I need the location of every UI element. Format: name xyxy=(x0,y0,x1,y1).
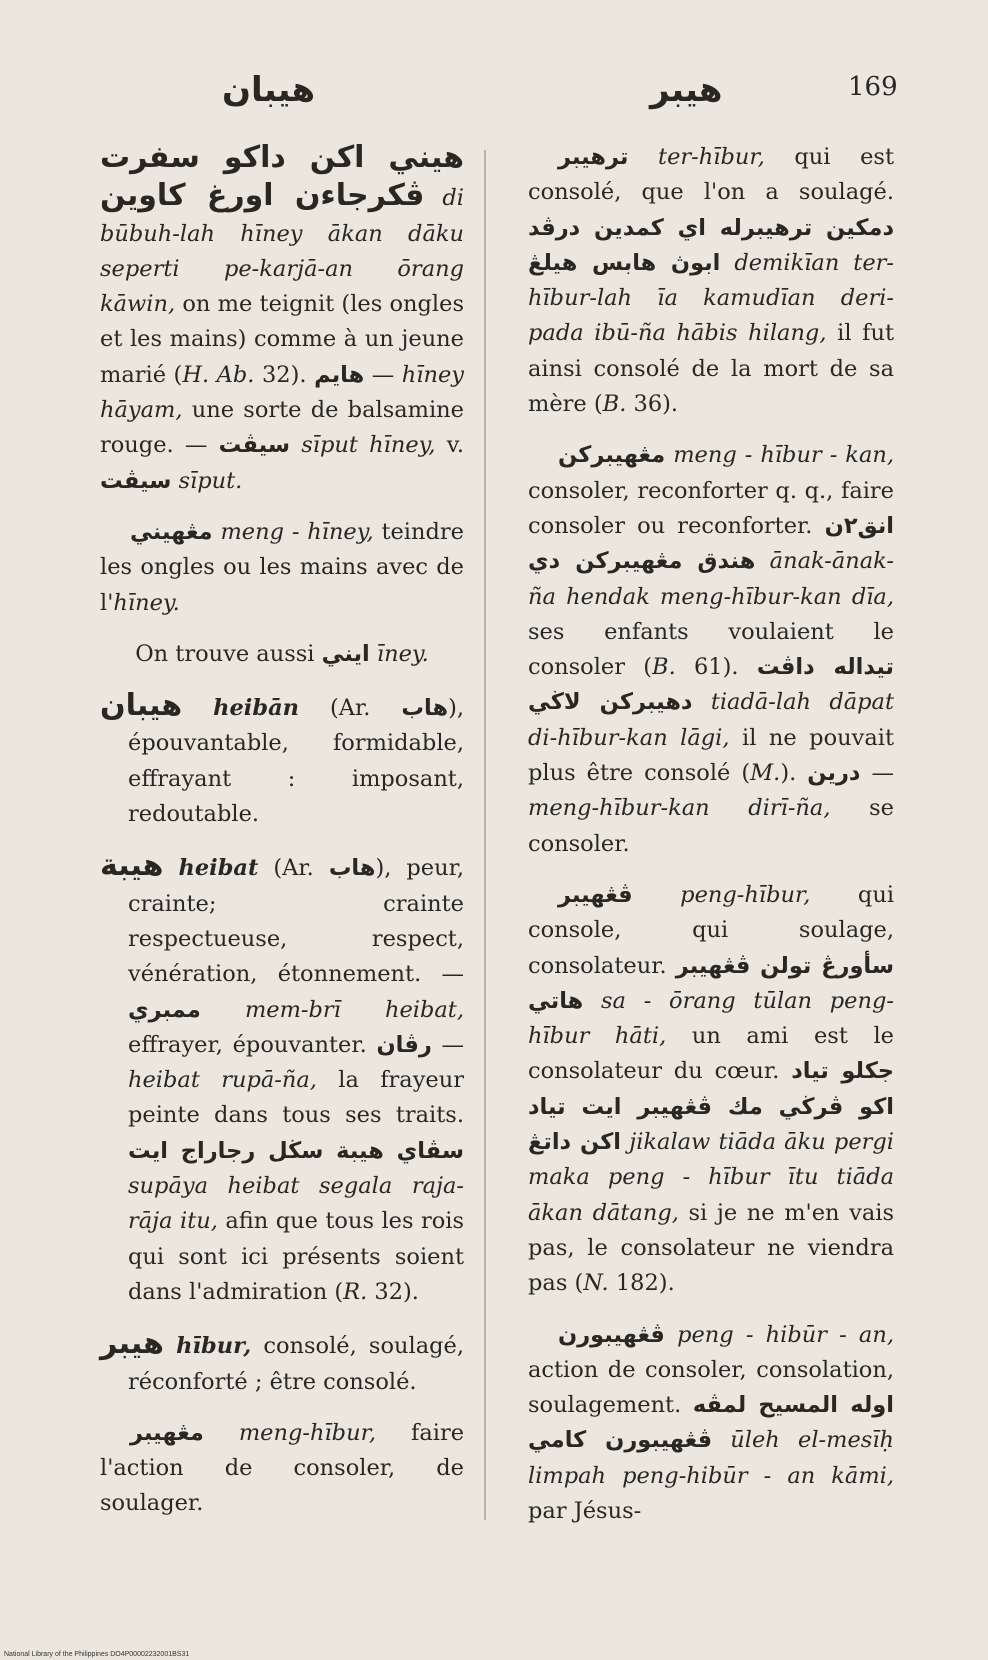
transliteration: sīput. xyxy=(178,467,243,494)
scan-footer: National Library of the Philippines DO4P00002232001BS31 xyxy=(4,1651,190,1658)
transliteration: tiadā-lah dāpat di-hībur-kan lāgi, xyxy=(528,689,894,751)
headword: heibān xyxy=(213,695,300,722)
transliteration: demikīan ter-hībur-lah īa kamudīan deri-pada ibū-ña hābis hilang, xyxy=(528,249,894,347)
column-divider xyxy=(484,150,486,1520)
arabic-text: مڠهيبر xyxy=(130,1419,204,1446)
definition-text: consolé, soulagé, réconforté ; être consolé. xyxy=(128,1333,464,1395)
transliteration: ānak-ānak-ña hendak meng-hībur-kan dīa, xyxy=(528,548,894,610)
arabic-text: سڤاي هيبة سڬل رجاراج ايت xyxy=(128,1137,464,1164)
headword-arabic: هيبان xyxy=(100,688,183,724)
arabic-text: مڠهيني xyxy=(130,518,213,545)
transliteration: ter-hībur, xyxy=(658,144,765,170)
definition-text: il ne pouvait plus être consolé ( xyxy=(528,724,894,787)
transliteration: mem-brī heibat, xyxy=(244,996,464,1023)
arabic-text: اوله المسيح لمڤه ڤڠهيبورن كامي xyxy=(528,1392,894,1454)
definition-text: qui console, qui soulage, consolateur. xyxy=(528,881,895,979)
definition-text: — xyxy=(871,760,894,787)
arabic-text: هاب xyxy=(328,855,376,882)
definition-text: qui est consolé, que l'on a soulagé. xyxy=(528,144,895,206)
entry-penghiburan xyxy=(528,1318,894,1530)
definition-text: ses enfants voulaient le consoler ( xyxy=(528,618,894,681)
arabic-text: ايني xyxy=(321,640,370,667)
transliteration: di būbuh-lah hīney ākan dāku seperti pe-karjā-an ōrang kāwin, xyxy=(100,185,464,318)
entry-iney-note xyxy=(100,637,464,672)
definition-text: par Jésus- xyxy=(528,1497,642,1524)
transliteration: meng - hībur - kan, xyxy=(673,442,895,469)
arabic-text: سأورڠ تولن ڤڠهيبر هاتي xyxy=(528,952,895,1014)
right-running-head: هيبر xyxy=(650,70,723,110)
right-column xyxy=(528,140,894,1545)
transliteration: jikalaw tiāda āku pergi maka peng - hībur ītu tiāda ākan dātang, xyxy=(528,1129,894,1226)
arabic-text: ڤڠهيبورن xyxy=(558,1321,665,1348)
entry-penghibur xyxy=(528,878,894,1302)
transliteration: peng - hibūr - an, xyxy=(677,1321,894,1348)
definition-text: 32). xyxy=(374,1278,419,1305)
definition-text: se consoler. xyxy=(528,795,894,857)
arabic-text: سيڤت xyxy=(100,467,172,494)
page-number: 169 xyxy=(848,72,898,102)
entry-heibat xyxy=(100,848,464,1310)
definition-text: on me teignit (les ongles et les mains) comme à un jeune marié ( xyxy=(100,291,464,388)
source-ref: M. xyxy=(750,760,781,787)
arabic-text: هاب xyxy=(401,695,449,722)
arabic-text: مڠهيبركن xyxy=(558,442,666,469)
arabic-text: ڤڠهيبر xyxy=(558,881,633,908)
transliteration: meng - hīney, xyxy=(220,518,374,545)
transliteration: meng-hībur-kan dirī-ña, xyxy=(528,795,831,822)
definition-text: — xyxy=(441,1031,464,1058)
entry-hiney-continued xyxy=(100,140,464,499)
definition-text: ), peur, crainte; crainte respectueuse, respect, vénération, étonnement. — xyxy=(128,855,465,988)
source-ref: R. xyxy=(343,1278,368,1305)
source-ref: B. xyxy=(602,391,627,418)
definition-text: la frayeur peinte dans tous ses traits. xyxy=(128,1067,464,1129)
definition-text: 61). xyxy=(693,654,739,681)
arabic-text: هايم xyxy=(314,361,365,388)
definition-text: 36). xyxy=(633,391,679,418)
definition-text: une sorte de balsamine rouge. — xyxy=(100,397,464,459)
entry-menghiney xyxy=(100,515,464,621)
definition-text: 32). xyxy=(261,361,307,388)
definition-text: si je ne m'en vais pas, le consolateur ne viendra pas ( xyxy=(528,1199,894,1297)
transliteration: ūleh el-mesīḥ limpah peng-hibūr - an kāmi, xyxy=(528,1427,895,1489)
definition-text: afin que tous les rois qui sont ici présents soient dans l'admiration ( xyxy=(128,1208,464,1305)
arabic-text: رڤان xyxy=(376,1031,432,1058)
left-running-head: هيبان xyxy=(222,70,316,110)
arabic-text: ممبري xyxy=(128,996,201,1023)
definition-text: un ami est le consolateur du cœur. xyxy=(528,1023,894,1085)
arabic-text: جكلو تياد اكو ڤرڬي مك ڤڠهيبر ايت تياد اكن داتڠ xyxy=(528,1058,895,1156)
definition-text: il fut ainsi consolé de la mort de sa mère ( xyxy=(528,320,894,418)
entry-heiban xyxy=(100,688,464,832)
transliteration: meng-hībur, xyxy=(238,1419,377,1446)
source-ref: B. xyxy=(652,654,676,681)
transliteration: hīney. xyxy=(113,589,180,616)
definition-text: (Ar. xyxy=(273,855,314,882)
transliteration: peng-hībur, xyxy=(680,881,811,908)
definition-text: consoler, reconforter q. q., faire consoler ou reconforter. xyxy=(528,477,894,539)
source-ref: N. xyxy=(583,1270,609,1297)
definition-text: On trouve aussi xyxy=(135,640,315,667)
definition-text: ). xyxy=(780,760,797,787)
transliteration: sa - ōrang tūlan peng-hībur hāti, xyxy=(528,987,894,1050)
definition-text: faire l'action de consoler, de soulager. xyxy=(100,1419,465,1517)
definition-text: effrayer, épouvanter. xyxy=(128,1031,367,1058)
headword: hībur, xyxy=(176,1333,252,1360)
arabic-text: ترهيبر xyxy=(558,144,629,170)
source-ref: H. Ab. xyxy=(182,361,255,388)
entry-hibur xyxy=(100,1326,464,1400)
definition-text: — xyxy=(371,361,395,388)
transliteration: īney. xyxy=(376,640,429,667)
arabic-text: انق٢ن هندق مڠهيبركن دي xyxy=(528,512,894,575)
transliteration: heibat rupā-ña, xyxy=(128,1067,317,1094)
entry-menghiburkan xyxy=(528,438,894,862)
definition-text: v. xyxy=(446,432,464,459)
definition-text: action de consoler, consolation, soulagement. xyxy=(528,1356,894,1419)
transliteration: sīput hīney, xyxy=(301,432,436,459)
arabic-text: سيڤت xyxy=(218,432,290,459)
arabic-text: تيداله داڤت دهيبركن لاڬي xyxy=(528,654,894,716)
headword-arabic: هيبر xyxy=(100,1326,164,1362)
arabic-text: درين xyxy=(807,760,861,787)
arabic-text: هيني اكن داكو سفرت ڤكرجاءن اورغ كاوين xyxy=(100,140,464,214)
definition-text: (Ar. xyxy=(329,695,371,722)
transliteration: supāya heibat segala raja-rāja itu, xyxy=(128,1173,464,1235)
entry-terhibur xyxy=(528,140,894,422)
definition-text: ), épouvantable, formidable, effrayant : imposant, redoutable. xyxy=(128,695,465,828)
definition-text: 182). xyxy=(615,1270,675,1297)
transliteration: hīney hāyam, xyxy=(100,361,464,424)
definition-text: teindre les ongles ou les mains avec de l' xyxy=(100,518,464,616)
headword-arabic: هيبة xyxy=(100,848,164,884)
left-column xyxy=(100,140,464,1538)
headword: heibat xyxy=(178,855,259,882)
arabic-text: دمكين ترهيبرله اي كمدين درڤد ابوڽ هابس هيلڠ xyxy=(528,214,894,276)
entry-menghibur xyxy=(100,1416,464,1522)
